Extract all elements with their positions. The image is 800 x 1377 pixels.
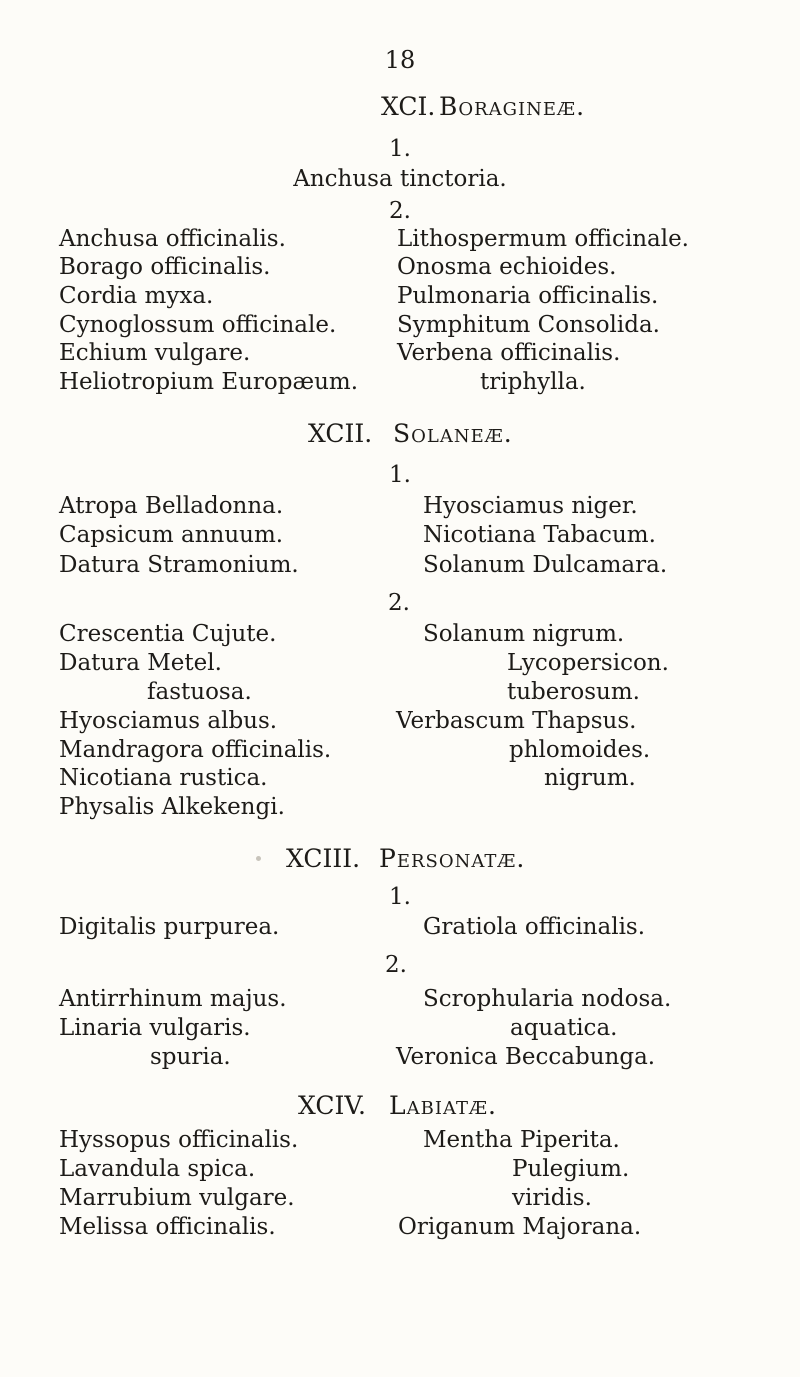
species-entry: Melissa officinalis.	[59, 1214, 276, 1240]
species-entry: Anchusa officinalis.	[59, 226, 286, 252]
species-entry: Datura Stramonium.	[59, 552, 299, 578]
section-name: Labiatæ.	[389, 1091, 497, 1120]
species-entry: Heliotropium Europæum.	[59, 369, 359, 395]
species-entry: Solanum nigrum.	[423, 621, 625, 647]
subsection-number: 2.	[385, 952, 407, 978]
species-entry: Lycopersicon.	[507, 650, 669, 676]
species-entry: Hyosciamus niger.	[423, 493, 638, 519]
species-entry: Atropa Belladonna.	[59, 493, 284, 519]
species-entry: Antirrhinum majus.	[59, 986, 287, 1012]
section-name: Solaneæ.	[393, 419, 513, 448]
species-entry: Verbascum Thapsus.	[396, 708, 637, 734]
species-entry: Datura Metel.	[59, 650, 222, 676]
species-entry: Anchusa tinctoria.	[293, 166, 507, 192]
subsection-number: 2.	[389, 198, 411, 224]
species-entry: Capsicum annuum.	[59, 522, 284, 548]
species-entry: spuria.	[150, 1044, 231, 1070]
species-entry: Nicotiana rustica.	[59, 765, 268, 791]
species-entry: Marrubium vulgare.	[59, 1185, 295, 1211]
subsection-number: 1.	[389, 884, 411, 910]
page-number: 18	[384, 46, 416, 74]
species-entry: Scrophularia nodosa.	[423, 986, 672, 1012]
species-entry: viridis.	[512, 1185, 592, 1211]
species-entry: Crescentia Cujute.	[59, 621, 277, 647]
species-entry: triphylla.	[480, 369, 586, 395]
species-entry: Cynoglossum officinale.	[59, 312, 337, 338]
species-entry: Veronica Beccabunga.	[396, 1044, 656, 1070]
species-entry: Gratiola officinalis.	[423, 914, 646, 940]
species-entry: Echium vulgare.	[59, 340, 251, 366]
species-entry: Hyssopus officinalis.	[59, 1127, 299, 1153]
species-entry: Physalis Alkekengi.	[59, 794, 285, 820]
subsection-number: 2.	[388, 590, 410, 616]
section-name: Personatæ.	[379, 844, 526, 873]
species-entry: aquatica.	[510, 1015, 618, 1041]
section-numeral: XCI.	[381, 92, 436, 121]
species-entry: Nicotiana Tabacum.	[423, 522, 656, 548]
species-entry: Symphitum Consolida.	[397, 312, 660, 338]
species-entry: Lithospermum officinale.	[397, 226, 689, 252]
species-entry: fastuosa.	[147, 679, 252, 705]
species-entry: Digitalis purpurea.	[59, 914, 280, 940]
species-entry: Verbena officinalis.	[397, 340, 621, 366]
section-numeral: XCIII.	[286, 844, 361, 873]
section-name: Boragineæ.	[439, 92, 586, 121]
species-entry: Hyosciamus albus.	[59, 708, 278, 734]
section-numeral: XCIV.	[298, 1091, 366, 1120]
species-entry: Solanum Dulcamara.	[423, 552, 668, 578]
species-entry: Pulegium.	[512, 1156, 630, 1182]
species-entry: phlomoides.	[509, 737, 651, 763]
species-entry: Pulmonaria officinalis.	[397, 283, 659, 309]
species-entry: Onosma echioides.	[397, 254, 617, 280]
subsection-number: 1.	[389, 462, 411, 488]
subsection-number: 1.	[389, 136, 411, 162]
section-numeral: XCII.	[308, 419, 373, 448]
ink-speck	[256, 856, 261, 861]
species-entry: Cordia myxa.	[59, 283, 214, 309]
species-entry: Linaria vulgaris.	[59, 1015, 251, 1041]
species-entry: Origanum Majorana.	[398, 1214, 642, 1240]
species-entry: Borago officinalis.	[59, 254, 271, 280]
species-entry: tuberosum.	[507, 679, 640, 705]
species-entry: nigrum.	[544, 765, 636, 791]
species-entry: Lavandula spica.	[59, 1156, 256, 1182]
species-entry: Mandragora officinalis.	[59, 737, 332, 763]
species-entry: Mentha Piperita.	[423, 1127, 620, 1153]
